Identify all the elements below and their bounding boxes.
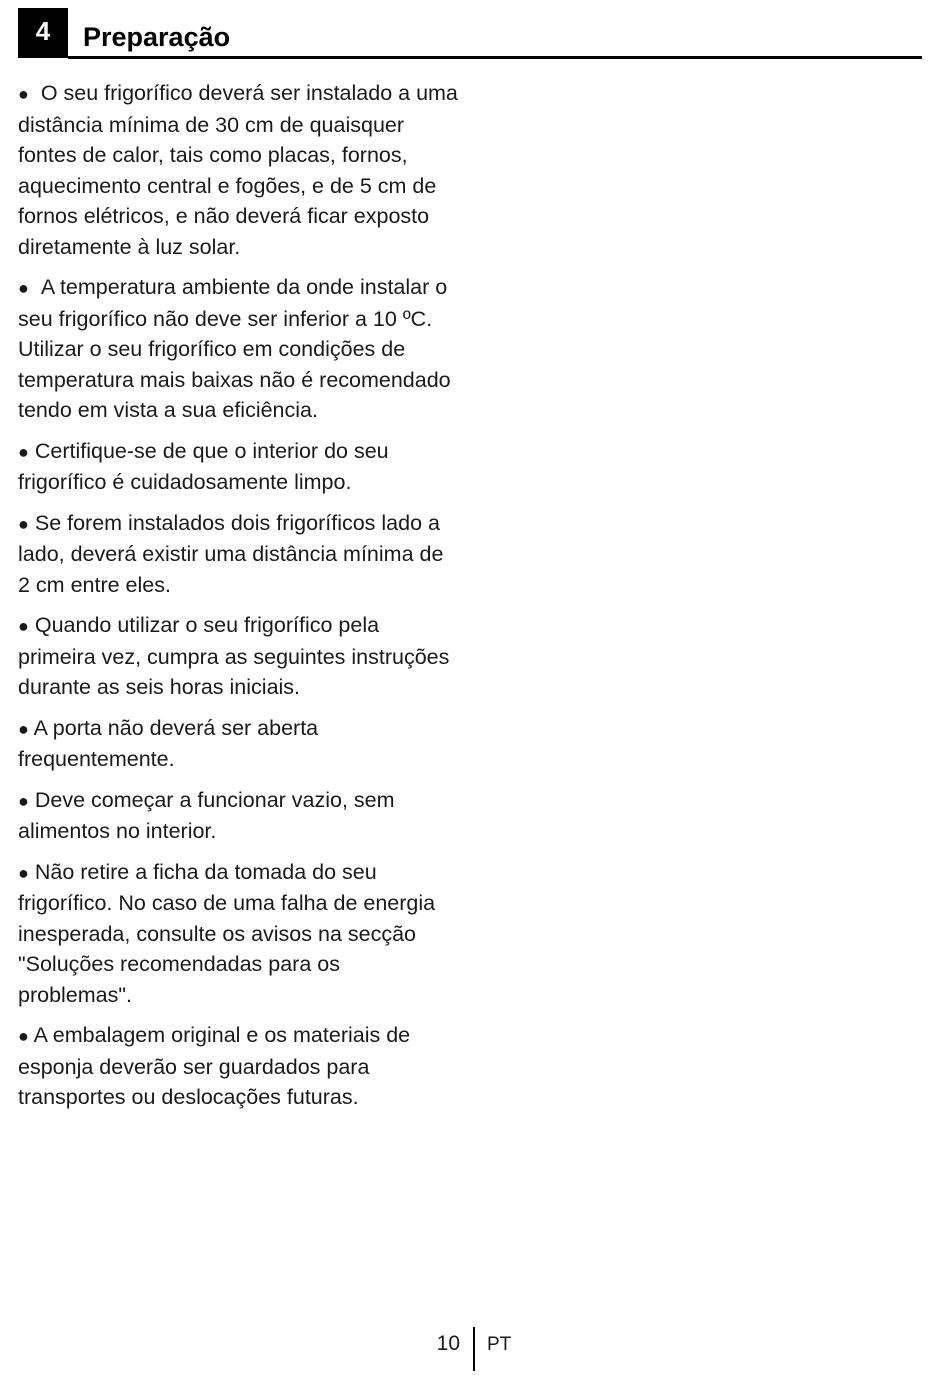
list-item xyxy=(18,1020,458,1113)
list-item-text: A embalagem original e os materiais de esponja deverão ser guardados para transportes ou deslocações futuras. xyxy=(18,1023,411,1109)
list-item-text: O seu frigorífico deverá ser instalado a uma distância mínima de 30 cm de quaisquer fontes de calor, tais como placas, fornos, aquecimento central e fogões, e de 5 cm de fornos elétricos, e não deverá ficar exposto diretamente à luz solar. xyxy=(18,81,458,259)
list-item xyxy=(18,857,458,1011)
list-item-text: Não retire a ficha da tomada do seu frigorífico. No caso de uma falha de energia inesperada, consulte os avisos na secção "Soluções recomendadas para os problemas". xyxy=(18,859,436,1007)
list-item-text: A porta não deverá ser aberta frequentemente. xyxy=(18,715,319,771)
instructions-list xyxy=(18,78,458,1123)
list-item xyxy=(18,272,458,426)
page-number: 10 xyxy=(436,1332,460,1355)
bullet-icon: ● xyxy=(18,84,29,104)
bullet-icon: ● xyxy=(18,278,29,298)
list-item-text: Quando utilizar o seu frigorífico pela primeira vez, cumpra as seguintes instruções durante as seis horas iniciais. xyxy=(18,613,450,699)
page-footer xyxy=(0,1325,950,1375)
list-item-text: Se forem instalados dois frigoríficos lado a lado, deverá existir uma distância mínima de 2 cm entre eles. xyxy=(18,510,444,597)
list-item xyxy=(18,713,458,775)
list-item xyxy=(18,610,458,703)
section-header xyxy=(18,8,922,60)
bullet-icon: ● xyxy=(18,718,29,739)
list-item xyxy=(18,436,458,498)
bullet-icon: ● xyxy=(18,1026,29,1046)
footer-divider xyxy=(473,1327,475,1371)
list-item xyxy=(18,508,458,601)
bullet-icon: ● xyxy=(18,862,29,883)
section-number-badge: 4 xyxy=(18,8,68,58)
bullet-icon: ● xyxy=(18,616,29,636)
bullet-icon: ● xyxy=(18,513,29,534)
bullet-icon: ● xyxy=(18,790,29,811)
list-item xyxy=(18,78,458,262)
section-title: Preparação xyxy=(83,22,231,52)
language-code: PT xyxy=(487,1334,512,1355)
bullet-icon: ● xyxy=(18,441,29,462)
list-item-text: Certifique-se de que o interior do seu frigorífico é cuidadosamente limpo. xyxy=(18,438,389,494)
list-item-text: Deve começar a funcionar vazio, sem alimentos no interior. xyxy=(18,787,395,843)
header-rule xyxy=(68,56,922,59)
list-item xyxy=(18,785,458,847)
list-item-text: A temperatura ambiente da onde instalar o seu frigorífico não deve ser inferior a 10 ºC. Utilizar o seu frigorífico em condições de temperatura mais baixas não é recomendado tendo em vista a sua eficiência. xyxy=(18,275,451,422)
